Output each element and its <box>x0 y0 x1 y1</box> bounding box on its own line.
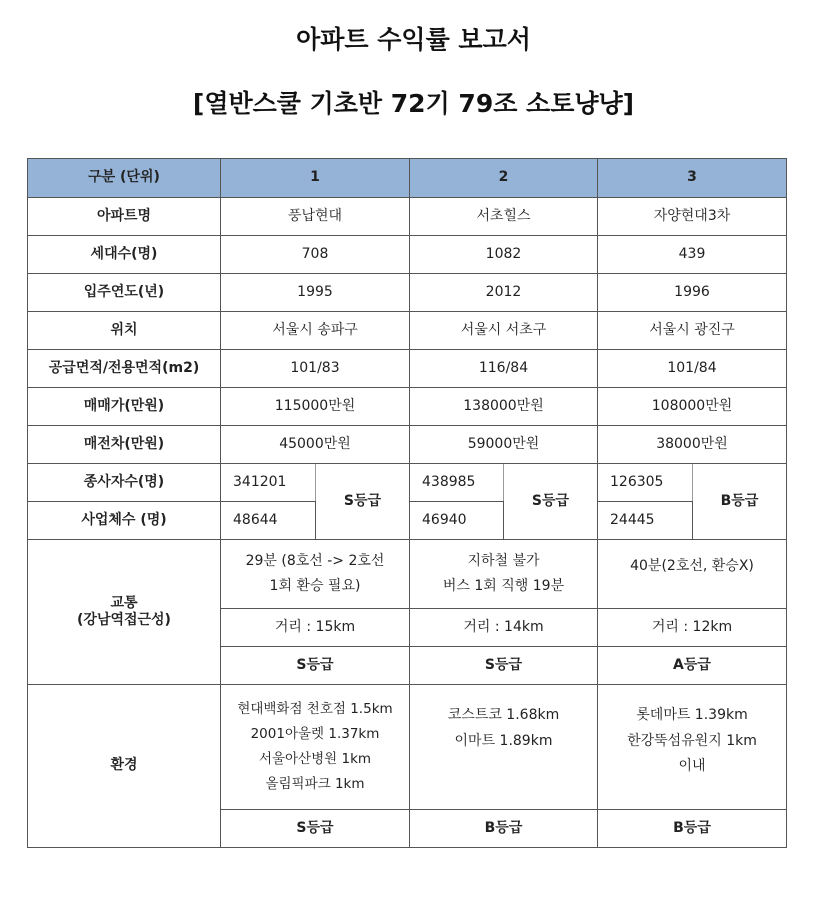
table-row <box>28 540 787 609</box>
grade-badge: S등급 <box>221 647 410 685</box>
report-subtitle: [열반스쿨 기초반 72기 79조 소토냥냥] <box>192 89 635 118</box>
table-cell <box>598 540 787 609</box>
cell-line: 롯데마트 1.39km <box>636 707 748 723</box>
cell-line: 버스 1회 직행 19분 <box>442 578 565 594</box>
row-label: 입주연도(년) <box>28 274 221 312</box>
table-cell: 108000만원 <box>598 388 787 426</box>
table-cell: 거리 : 14km <box>410 609 598 647</box>
cell-line: 40분(2호선, 환승X) <box>630 558 754 574</box>
traffic-label: 교통 <box>110 594 138 611</box>
table-cell <box>221 540 410 609</box>
table-cell: 1082 <box>410 236 598 274</box>
table-cell: 1995 <box>221 274 410 312</box>
grade-badge: S등급 <box>316 464 410 540</box>
row-label <box>28 540 221 685</box>
table-cell: 439 <box>598 236 787 274</box>
cell-line: 올림픽파크 1km <box>265 775 365 792</box>
table-cell: 126305 <box>598 464 693 502</box>
table-cell <box>221 685 410 810</box>
header-cell: 3 <box>598 159 787 198</box>
row-label: 위치 <box>28 312 221 350</box>
grade-badge: B등급 <box>410 810 598 848</box>
table-cell: 서울시 서초구 <box>410 312 598 350</box>
grade-badge: S등급 <box>410 647 598 685</box>
table-cell: 116/84 <box>410 350 598 388</box>
table-row <box>28 198 787 236</box>
row-label: 공급면적/전용면적(m2) <box>28 350 221 388</box>
grade-badge: S등급 <box>221 810 410 848</box>
table-cell <box>410 685 598 810</box>
table-cell: 101/84 <box>598 350 787 388</box>
table-cell: 48644 <box>221 502 316 540</box>
table-row <box>28 388 787 426</box>
table-row <box>28 274 787 312</box>
grade-badge: B등급 <box>598 810 787 848</box>
table-row <box>28 236 787 274</box>
table-cell: 서울시 광진구 <box>598 312 787 350</box>
table-cell <box>410 540 598 609</box>
table-cell <box>598 685 787 810</box>
header-cell: 구분 (단위) <box>28 159 221 198</box>
row-label: 종사자수(명) <box>28 464 221 502</box>
cell-line: 지하철 불가 <box>467 552 540 569</box>
table-cell: 46940 <box>410 502 504 540</box>
grade-badge: B등급 <box>693 464 787 540</box>
grade-badge: A등급 <box>598 647 787 685</box>
table-cell: 45000만원 <box>221 426 410 464</box>
cell-line: 이마트 1.89km <box>454 732 553 749</box>
grade-badge: S등급 <box>504 464 598 540</box>
cell-line: 한강뚝섬유원지 1km <box>627 732 757 749</box>
table-cell: 38000만원 <box>598 426 787 464</box>
table-cell: 서초힐스 <box>410 198 598 236</box>
row-label: 사업체수 (명) <box>28 502 221 540</box>
row-label: 환경 <box>28 685 221 848</box>
table-cell: 서울시 송파구 <box>221 312 410 350</box>
table-cell: 2012 <box>410 274 598 312</box>
report-title: 아파트 수익률 보고서 <box>296 25 531 54</box>
cell-line: 서울아산병원 1km <box>258 751 372 767</box>
cell-line: 1회 환승 필요) <box>269 578 361 594</box>
table-row <box>28 426 787 464</box>
report-table <box>27 158 787 848</box>
table-header-row <box>28 159 787 198</box>
table-cell: 거리 : 12km <box>598 609 787 647</box>
cell-line: 이내 <box>678 758 706 774</box>
row-label: 세대수(명) <box>28 236 221 274</box>
table-cell: 438985 <box>410 464 504 502</box>
row-label: 매매가(만원) <box>28 388 221 426</box>
table-cell: 115000만원 <box>221 388 410 426</box>
cell-line: 현대백화점 천호점 1.5km <box>237 701 393 718</box>
table-row <box>28 312 787 350</box>
table-cell: 1996 <box>598 274 787 312</box>
cell-line: 코스트코 1.68km <box>447 707 560 723</box>
row-label: 아파트명 <box>28 198 221 236</box>
table-cell: 708 <box>221 236 410 274</box>
cell-line: 29분 (8호선 -> 2호선 <box>245 552 385 569</box>
traffic-sublabel: (강남역접근성) <box>77 612 171 628</box>
table-row <box>28 685 787 810</box>
header-cell: 1 <box>221 159 410 198</box>
table-cell: 138000만원 <box>410 388 598 426</box>
table-cell: 풍납현대 <box>221 198 410 236</box>
table-cell: 24445 <box>598 502 693 540</box>
row-label: 매전차(만원) <box>28 426 221 464</box>
table-cell: 59000만원 <box>410 426 598 464</box>
table-cell: 101/83 <box>221 350 410 388</box>
table-row <box>28 464 787 502</box>
header-cell: 2 <box>410 159 598 198</box>
table-cell: 거리 : 15km <box>221 609 410 647</box>
table-cell: 자양현대3차 <box>598 198 787 236</box>
table-cell: 341201 <box>221 464 316 502</box>
cell-line: 2001아울렛 1.37km <box>250 726 380 743</box>
table-row <box>28 350 787 388</box>
